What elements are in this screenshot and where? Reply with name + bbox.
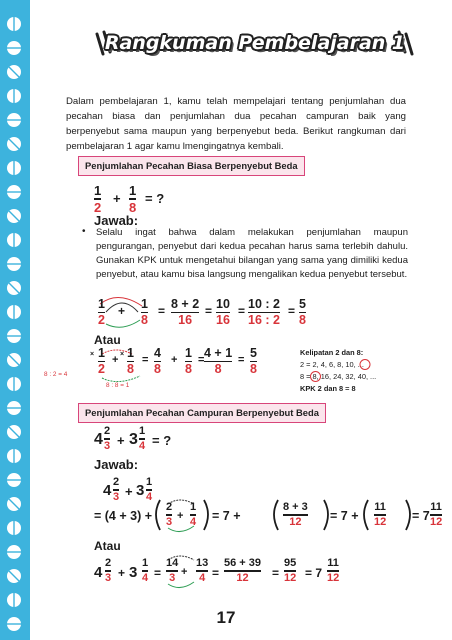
s1-question-fraction-b: 1 8 <box>129 183 137 215</box>
s2-l1-frac1: 2 3 <box>113 476 120 503</box>
page-title: Rangkuman Pembelajaran 1 <box>104 32 406 54</box>
kelipatan-line1: 2 = 2, 4, 6, 8, 10, ... <box>300 360 364 369</box>
s2-l2-eq1: = 7 + <box>212 509 241 523</box>
s2-l3-plus2: + <box>181 566 188 578</box>
s2-q-frac1: 2 3 <box>104 425 111 452</box>
s2-q-whole2: 3 <box>129 431 138 448</box>
s1-question-fraction-a: 1 2 <box>94 183 102 215</box>
s2-l3-whole1: 4 <box>94 564 103 581</box>
s1-step1-frac2: 1 8 <box>141 297 148 328</box>
s2-l3-frac7: 11 12 <box>327 557 340 584</box>
sidebar-circle-icons <box>0 0 30 640</box>
s2-l2-frac3: 8 + 3 12 <box>283 501 308 528</box>
s1-step2-eq2: = <box>198 354 205 366</box>
s2-l3-frac2: 1 4 <box>142 557 149 584</box>
s2-q-whole1: 4 <box>94 431 103 448</box>
s1-step2-plus2: + <box>171 354 178 366</box>
s2-l1-whole2: 3 <box>136 482 145 499</box>
section1-heading: Penjumlahan Pecahan Biasa Berpenyebut Beda <box>78 156 305 176</box>
s1-step2-bottom-note: 8 : 8 = 1 <box>106 382 130 389</box>
s2-l3-frac5: 56 + 39 12 <box>224 557 262 584</box>
s1-atau-label: Atau <box>94 333 121 347</box>
s2-l2-frac5: 11 12 <box>430 501 443 528</box>
kelipatan-circle-marks-icon <box>300 356 452 396</box>
s2-l2-lead: = (4 + 3) + <box>94 509 153 523</box>
kelipatan-line3: KPK 2 dan 8 = 8 <box>300 384 356 393</box>
s2-q-plus: + <box>117 433 125 448</box>
s1-step1-eq1: = <box>158 304 166 318</box>
s1-step1-frac1: 1 2 <box>98 297 105 328</box>
s2-l2-eq3: = 7 <box>412 509 430 523</box>
s2-jawab-label: Jawab: <box>94 457 139 472</box>
s1-step2-frac2: 1 8 <box>127 346 134 377</box>
s1-step2-eq3: = <box>238 354 245 366</box>
s1-step2-frac1: 1 2 <box>98 346 105 377</box>
s2-l2-eq2: = 7 + <box>330 509 359 523</box>
s1-step2-frac3: 4 8 <box>154 346 161 377</box>
s1-step2-frac6: 5 8 <box>250 346 257 377</box>
s1-step1-eq4: = <box>288 304 296 318</box>
s2-l2-plus: + <box>177 510 184 522</box>
s2-l3-eq2: = <box>212 566 220 580</box>
s1-step1-plus: + <box>118 304 126 318</box>
kelipatan-line2: 8 = 8, 16, 24, 32, 40, ... <box>300 372 377 381</box>
s2-l3-frac1: 2 3 <box>105 557 112 584</box>
page-number: 17 <box>216 608 236 627</box>
sidebar-strip <box>0 0 30 640</box>
s1-step2-plus: + <box>112 354 119 366</box>
s1-step1-frac3: 8 + 2 16 <box>171 297 200 328</box>
s2-l1-frac2: 1 4 <box>146 476 153 503</box>
s1-step2-times1: × <box>90 351 95 358</box>
s1-step2-left-note: 8 : 2 = 4 <box>44 371 68 378</box>
s1-question-equals: = ? <box>145 191 165 206</box>
s2-l3-frac4: 13 4 <box>196 557 209 584</box>
s1-step2-eq1: = <box>142 354 149 366</box>
s1-step1-eq2: = <box>205 304 213 318</box>
s2-l3-eq1: = <box>154 566 162 580</box>
s2-q-equals: = ? <box>152 433 172 448</box>
s1-bullet: • <box>82 226 86 237</box>
s2-l3-eq4: = 7 <box>305 566 323 580</box>
s2-l3-frac6: 95 12 <box>284 557 297 584</box>
s2-l1-whole1: 4 <box>103 482 112 499</box>
title-banner <box>95 28 415 68</box>
s2-l3-plus: + <box>118 566 126 580</box>
intro-paragraph: Dalam pembelajaran 1, kamu telah mempelajari tentang penjumlahan dua pecahan biasa dan penjumlahan dua pecahan campuran baik yang berpenyebut sama maupun yang berpenyebut beda. Berikut rangkuman dari pembelajaran 1 agar kamu lmengingatnya kembali. <box>66 96 406 152</box>
section2-heading: Penjumlahan Pecahan Campuran Berpenyebut Beda <box>78 403 326 423</box>
s2-l2-frac4: 11 12 <box>374 501 387 528</box>
s1-step2-frac5: 4 + 1 8 <box>204 346 233 377</box>
s2-atau-label: Atau <box>94 539 121 553</box>
s1-explanation: Selalu ingat bahwa dalam melakukan penjumlahan maupun pengurangan, penyebut dari kedua pecahan harus sama terlebih dahulu. Gunakan KPK untuk mengetahui bilangan yang sama yang dimiliki kedua penyebut, atau kamu bisa langsung mengalikan kedua penyebut tersebut. <box>96 227 408 280</box>
s2-l1-plus: + <box>125 484 133 499</box>
kelipatan-title: Kelipatan 2 dan 8: <box>300 348 364 357</box>
s1-step2-times2: × <box>120 351 125 358</box>
s1-step1-frac4: 10 16 <box>216 297 230 328</box>
s1-step1-eq3: = <box>238 304 246 318</box>
s1-jawab-label: Jawab: <box>94 213 139 228</box>
s1-question-plus: + <box>113 191 121 206</box>
s2-l2-frac1: 2 3 <box>166 501 173 528</box>
s2-l3-whole2: 3 <box>129 564 138 581</box>
s2-q-frac2: 1 4 <box>139 425 146 452</box>
s2-l3-frac3: 14 3 <box>166 557 179 584</box>
s2-l3-eq3: = <box>272 566 280 580</box>
s2-l2-frac2: 1 4 <box>190 501 197 528</box>
s1-step2-frac4: 1 8 <box>185 346 192 377</box>
s1-step1-frac6: 5 8 <box>299 297 306 328</box>
s1-step1-frac5: 10 : 2 16 : 2 <box>248 297 280 328</box>
